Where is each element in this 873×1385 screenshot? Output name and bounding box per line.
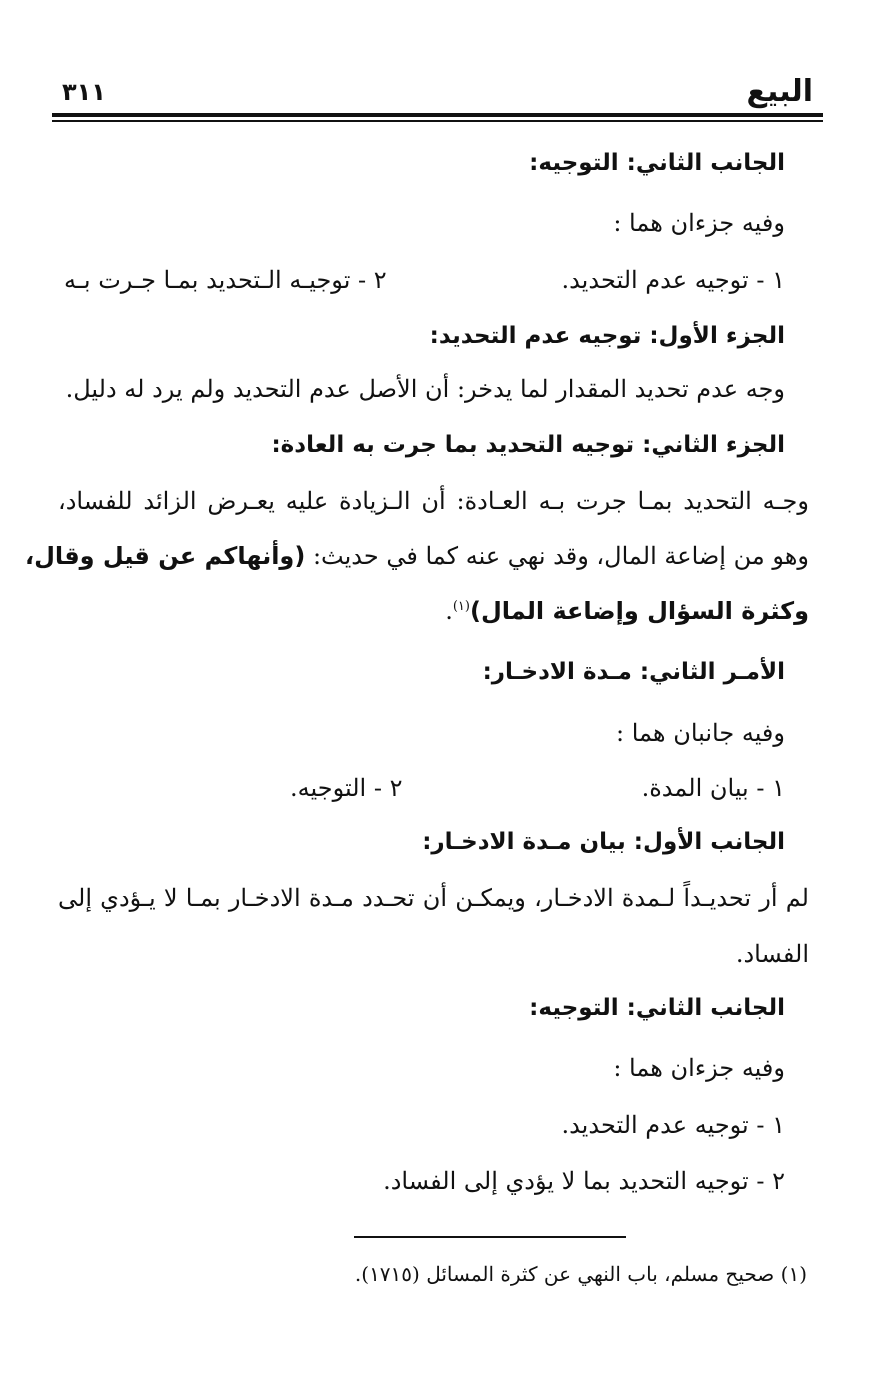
hadith-quote: وكثرة السؤال وإضاعة المال) (469, 597, 809, 625)
text-line: وهو من إضاعة المال، وقد نهي عنه كما في حديث: (وأنهاكم عن قيل وقال، (24, 542, 809, 570)
text-line: وفيه جانبان هما : (616, 719, 785, 747)
heading-first-aspect: الجانب الأول: بيان مـدة الادخـار: (422, 829, 785, 855)
list-item: ١ - توجيه عدم التحديد. (561, 1111, 785, 1139)
list-item: ٢ - توجيـه الـتحديد بمـا جـرت بـه (64, 266, 387, 294)
text-line: وفيه جزءان هما : (613, 1054, 785, 1082)
text-line: الفساد. (735, 940, 809, 968)
list-item: ١ - بيان المدة. (641, 774, 785, 802)
text-line: وفيه جزءان هما : (613, 209, 785, 237)
page-number: ٣١١ (62, 78, 106, 106)
footnote-marker: (١) (452, 599, 470, 614)
heading-second-matter: الأمـر الثاني: مـدة الادخـار: (482, 659, 785, 685)
heading-second-part: الجزء الثاني: توجيه التحديد بما جرت به العادة: (271, 432, 785, 458)
text-line: وكثرة السؤال وإضاعة المال)$^{(١)}$. (445, 597, 809, 625)
header-rule-thin (52, 120, 823, 122)
heading-second-aspect: الجانب الثاني: التوجيه: (529, 150, 785, 176)
heading-first-part: الجزء الأول: توجيه عدم التحديد: (429, 323, 785, 349)
text-line: وجه عدم تحديد المقدار لما يدخر: أن الأصل عدم التحديد ولم يرد له دليل. (65, 375, 785, 403)
list-item: ٢ - التوجيه. (290, 774, 403, 802)
text-line: لم أر تحديـداً لـمدة الادخـار، ويمكـن أن تحـدد مـدة الادخـار بمـا لا يـؤدي إلى (58, 884, 809, 912)
header-rule-thick (52, 113, 823, 117)
footnote-separator (354, 1236, 626, 1238)
running-header-title: البيع (746, 74, 813, 109)
heading-second-aspect: الجانب الثاني: التوجيه: (529, 995, 785, 1021)
list-item: ٢ - توجيه التحديد بما لا يؤدي إلى الفساد. (383, 1167, 785, 1195)
text-line: وجـه التحديد بمـا جرت بـه العـادة: أن الـزيادة عليه يعـرض الزائد للفساد، (58, 487, 809, 515)
footnote: (١) صحيح مسلم، باب النهي عن كثرة المسائل (١٧١٥). (354, 1262, 807, 1286)
hadith-quote: (وأنهاكم عن قيل وقال، (24, 542, 306, 570)
list-item: ١ - توجيه عدم التحديد. (561, 266, 785, 294)
